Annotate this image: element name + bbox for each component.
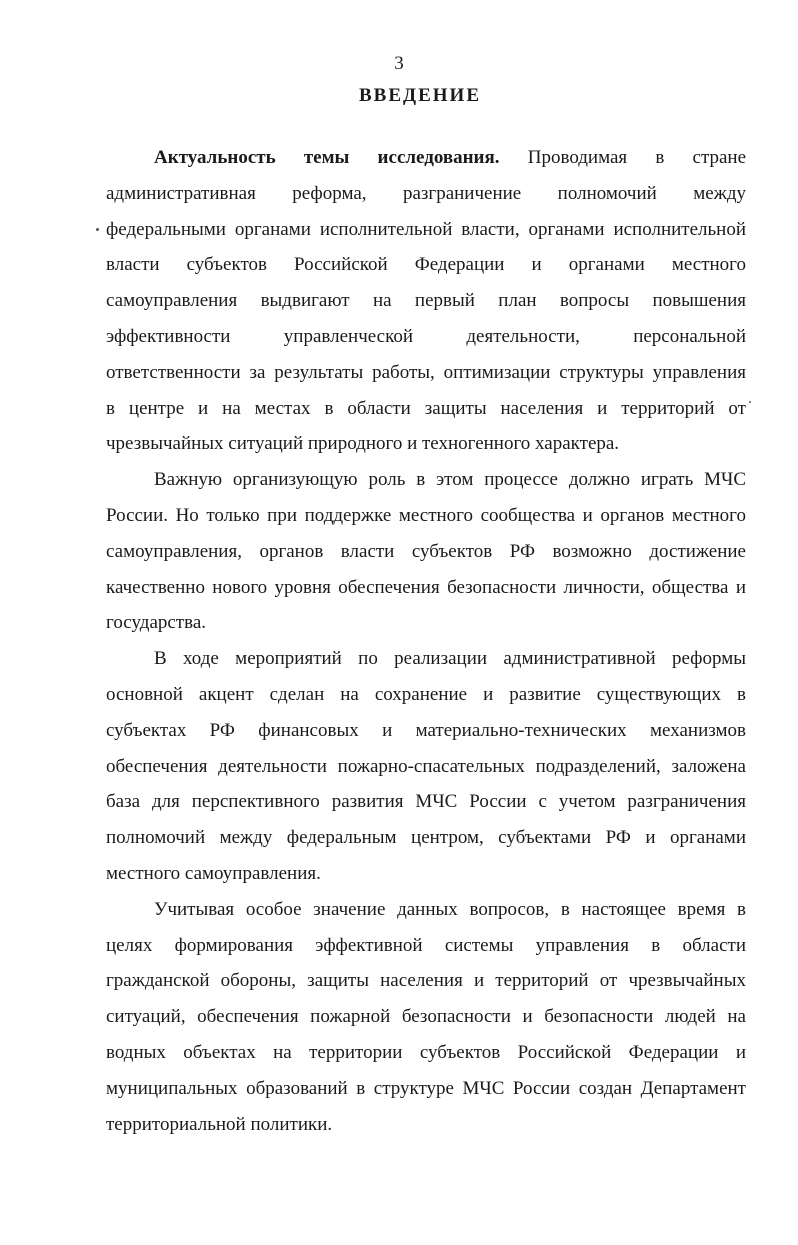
paragraph-line: федеральными органами исполнительной власти, органами исполнительной: [106, 218, 746, 240]
paragraph-2: [106, 462, 746, 641]
scan-speck: [96, 228, 99, 231]
paragraph-line: качественно нового уровня обеспечения безопасности личности, общества и: [106, 576, 746, 598]
paragraph-line: России. Но только при поддержке местного сообщества и органов местного: [106, 504, 746, 526]
paragraph-line: чрезвычайных ситуаций природного и техногенного характера.: [106, 433, 620, 455]
paragraph-line: муниципальных образований в структуре МЧС России создан Департамент: [106, 1077, 746, 1099]
body-text: [106, 140, 746, 1142]
paragraph-line: Учитывая особое значение данных вопросов, в настоящее время в: [154, 898, 746, 920]
paragraph-1: [106, 140, 746, 462]
paragraph-line: территориальной политики.: [106, 1113, 333, 1135]
paragraph-line: ответственности за результаты работы, оптимизации структуры управления: [106, 361, 746, 383]
scan-speck: [749, 401, 751, 403]
page-title: ВВЕДЕНИЕ: [359, 85, 481, 106]
paragraph-line: местного самоуправления.: [106, 862, 321, 884]
paragraph-line: эффективности управленческой деятельности, персональной: [106, 325, 746, 347]
paragraph-line: государства.: [106, 612, 207, 634]
paragraph-line: самоуправления, органов власти субъектов РФ возможно достижение: [106, 540, 746, 562]
paragraph-3: [106, 641, 746, 892]
paragraph-line: Важную организующую роль в этом процессе должно играть МЧС: [154, 469, 746, 491]
page-number: 3: [394, 53, 404, 74]
paragraph-line: основной акцент сделан на сохранение и развитие существующих в: [106, 683, 746, 705]
paragraph-line: в центре и на местах в области защиты населения и территорий от: [106, 397, 746, 419]
paragraph-line: власти субъектов Российской Федерации и органами местного: [106, 254, 746, 276]
bold-lead: Актуальность темы исследования.: [154, 147, 500, 168]
paragraph-line: обеспечения деятельности пожарно-спасательных подразделений, заложена: [106, 755, 746, 777]
paragraph-line: [106, 140, 746, 176]
paragraph-line: база для перспективного развития МЧС России с учетом разграничения: [106, 791, 746, 813]
first-line-rest: Проводимая в стране: [527, 147, 747, 168]
paragraph-line: полномочий между федеральным центром, субъектами РФ и органами: [106, 827, 746, 849]
paragraph-line: административная реформа, разграничение полномочий между: [106, 182, 746, 204]
paragraph-line: ситуаций, обеспечения пожарной безопасности и безопасности людей на: [106, 1006, 746, 1028]
paragraph-line: водных объектах на территории субъектов Российской Федерации и: [106, 1041, 746, 1063]
paragraph-4: [106, 892, 746, 1143]
paragraph-line: целях формирования эффективной системы управления в области: [106, 934, 746, 956]
paragraph-line: субъектах РФ финансовых и материально-технических механизмов: [106, 719, 746, 741]
paragraph-line: самоуправления выдвигают на первый план вопросы повышения: [106, 290, 746, 312]
paragraph-line: В ходе мероприятий по реализации административной реформы: [154, 648, 746, 670]
paragraph-line: гражданской обороны, защиты населения и территорий от чрезвычайных: [106, 970, 746, 992]
